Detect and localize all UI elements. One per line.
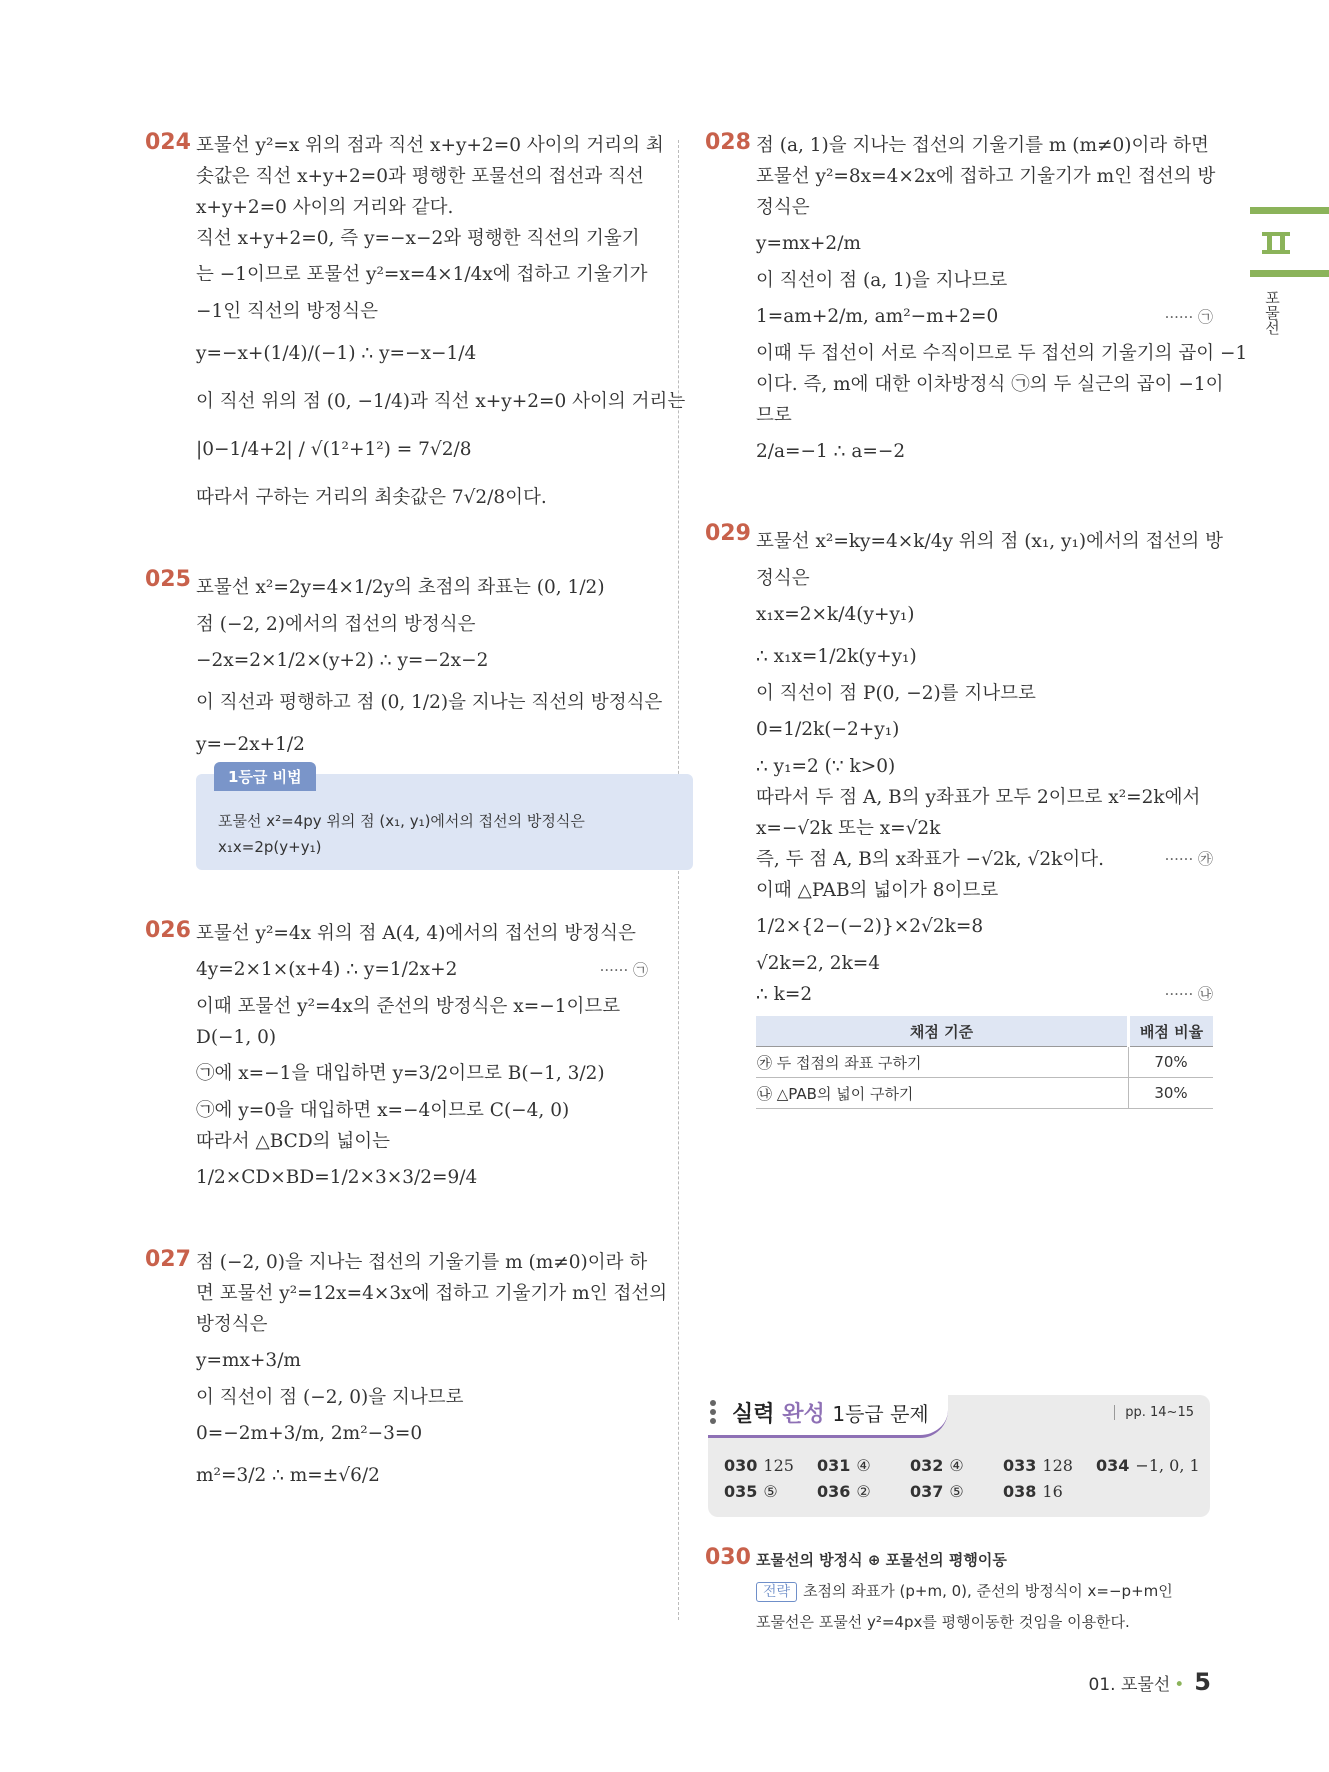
equation-tag: ······ ㉮ <box>1164 850 1213 868</box>
solution-line: 따라서 구하는 거리의 최솟값은 7√2/8이다. <box>196 487 547 508</box>
answer-item: 036 ② <box>817 1482 871 1501</box>
tip-box <box>196 768 693 870</box>
chapter-label: 포물선 <box>1263 290 1281 335</box>
equation-tag: ······ ㉠ <box>1164 308 1213 326</box>
solution-line: 포물선 y²=8x=4×2x에 접하고 기울기가 m인 접선의 방 <box>756 166 1216 187</box>
problem-number: 025 <box>145 567 191 592</box>
tip-line: 포물선 x²=4py 위의 점 (x₁, y₁)에서의 접선의 방정식은 <box>218 812 585 830</box>
solution-line: 점 (−2, 2)에서의 접선의 방정식은 <box>196 614 476 635</box>
table-row <box>756 1047 1213 1078</box>
solution-line: m²=3/2 ∴ m=±√6/2 <box>196 1465 380 1486</box>
scoring-criterion: ㉯ △PAB의 넓이 구하기 <box>756 1078 1129 1109</box>
answer-item: 038 16 <box>1003 1482 1063 1501</box>
panel-title-a: 실력 <box>732 1402 775 1427</box>
scoring-table <box>756 1016 1213 1109</box>
solution-line: x₁x=2×k/4(y+y₁) <box>756 604 915 625</box>
solution-line: 1/2×{2−(−2)}×2√2k=8 <box>756 916 984 937</box>
problem-number: 027 <box>145 1247 191 1272</box>
solution-line <box>708 979 1213 1010</box>
solution-line: 포물선 x²=2y=4×1/2y의 초점의 좌표는 (0, 1/2) <box>196 577 605 598</box>
dots-icon <box>710 1400 716 1427</box>
panel-title <box>732 1397 929 1428</box>
roman-numeral-icon <box>1262 232 1290 254</box>
table-row <box>756 1078 1213 1109</box>
solution-line: y=−x+(1/4)/(−1) ∴ y=−x−1/4 <box>196 343 477 364</box>
problem-026 <box>145 918 648 1199</box>
solution-line: |0−1/4+2| / √(1²+1²) = 7√2/8 <box>196 439 472 460</box>
bullet-icon: • <box>1174 1675 1185 1695</box>
answer-item: 030 125 <box>724 1456 794 1475</box>
solution-line: y=mx+3/m <box>196 1350 301 1371</box>
solution-line: 포물선 x²=ky=4×k/4y 위의 점 (x₁, y₁)에서의 접선의 방 <box>756 531 1223 552</box>
equation-text: ∴ k=2 <box>756 984 813 1005</box>
column-divider <box>678 140 679 1620</box>
solution-line: ㉠에 x=−1을 대입하면 y=3/2이므로 B(−1, 3/2) <box>196 1063 605 1084</box>
problem-number: 028 <box>705 130 751 155</box>
solution-line: 정식은 <box>756 197 810 218</box>
solution-line: x+y+2=0 사이의 거리와 같다. <box>196 197 454 218</box>
scoring-criterion: ㉮ 두 접점의 좌표 구하기 <box>756 1047 1129 1078</box>
chapter-name: 01. 포물선 <box>1088 1675 1171 1695</box>
solution-line: D(−1, 0) <box>196 1027 277 1048</box>
solution-line: √2k=2, 2k=4 <box>756 953 881 974</box>
solution-line: ∴ x₁x=1/2k(y+y₁) <box>756 646 917 667</box>
solution-line: ㉠에 y=0을 대입하면 x=−4이므로 C(−4, 0) <box>196 1100 570 1121</box>
solution-line: 0=1/2k(−2+y₁) <box>756 719 900 740</box>
problem-024 <box>145 130 686 519</box>
page-footer <box>1089 1668 1211 1696</box>
solution-line: 따라서 두 점 A, B의 y좌표가 모두 2이므로 x²=2k에서 <box>756 787 1201 808</box>
solution-line: 는 −1이므로 포물선 y²=x=4×1/4x에 접하고 기울기가 <box>196 264 648 285</box>
scoring-header: 배점 비율 <box>1129 1016 1214 1047</box>
hint-badge: 전략 <box>756 1582 797 1602</box>
solution-line: 점 (−2, 0)을 지나는 접선의 기울기를 m (m≠0)이라 하 <box>196 1252 648 1273</box>
problem-028 <box>705 130 1248 473</box>
answer-item: 032 ④ <box>910 1456 964 1475</box>
solution-line: 2/a=−1 ∴ a=−2 <box>756 441 906 462</box>
problem-029 <box>705 521 1223 1109</box>
solution-line: 따라서 △BCD의 넓이는 <box>196 1131 391 1152</box>
problem-025 <box>145 567 663 870</box>
answer-panel-header <box>708 1395 1210 1435</box>
problem-027 <box>145 1247 668 1497</box>
problem-number: 029 <box>705 521 751 546</box>
right-column <box>705 130 1248 1157</box>
solution-line: ∴ y₁=2 (∵ k>0) <box>756 756 896 777</box>
hint-line: 포물선은 포물선 y²=4px를 평행이동한 것임을 이용한다. <box>756 1613 1130 1631</box>
solution-line: 이다. 즉, m에 대한 이차방정식 ㉠의 두 실근의 곱이 −1이 <box>756 374 1224 395</box>
answer-item: 034 −1, 0, 1 <box>1096 1456 1200 1475</box>
solution-line: 직선 x+y+2=0, 즉 y=−x−2와 평행한 직선의 기울기 <box>196 228 640 249</box>
solution-line: 방정식은 <box>196 1314 268 1335</box>
tip-line: x₁x=2p(y+y₁) <box>218 838 322 856</box>
solution-line: 이 직선 위의 점 (0, −1/4)과 직선 x+y+2=0 사이의 거리는 <box>196 391 686 412</box>
solution-line: 이 직선과 평행하고 점 (0, 1/2)을 지나는 직선의 방정식은 <box>196 692 663 713</box>
solution-line: 이 직선이 점 P(0, −2)를 지나므로 <box>756 683 1036 704</box>
equation-tag: ······ ㉠ <box>599 961 648 979</box>
problem-030 <box>705 1545 1213 1638</box>
panel-title-c: 1등급 문제 <box>832 1402 929 1426</box>
solution-line: y=−2x+1/2 <box>196 734 305 755</box>
panel-title-b: 완성 <box>782 1402 825 1427</box>
solution-line: −2x=2×1/2×(y+2) ∴ y=−2x−2 <box>196 650 489 671</box>
problem-number: 030 <box>705 1545 751 1570</box>
answer-item: 035 ⑤ <box>724 1482 778 1501</box>
problem-number: 024 <box>145 130 191 155</box>
solution-line: x=−√2k 또는 x=√2k <box>756 818 941 839</box>
solution-line: 0=−2m+3/m, 2m²−3=0 <box>196 1423 423 1444</box>
solution-line: 이때 두 접선이 서로 수직이므로 두 접선의 기울기의 곱이 −1 <box>756 343 1248 364</box>
solution-line: 이때 포물선 y²=4x의 준선의 방정식은 x=−1이므로 <box>196 996 621 1017</box>
scoring-header: 채점 기준 <box>756 1016 1129 1047</box>
scoring-ratio: 30% <box>1129 1078 1214 1109</box>
solution-line <box>148 949 648 991</box>
scoring-ratio: 70% <box>1129 1047 1214 1078</box>
solution-line: 정식은 <box>756 568 810 589</box>
equation-text: 4y=2×1×(x+4) ∴ y=1/2x+2 <box>196 959 458 980</box>
panel-pages: pp. 14~15 <box>1114 1405 1194 1420</box>
solution-line: −1인 직선의 방정식은 <box>196 301 379 322</box>
problem-number: 026 <box>145 918 191 943</box>
solution-line: 1/2×CD×BD=1/2×3×3/2=9/4 <box>196 1167 478 1188</box>
solution-line: 이때 △PAB의 넓이가 8이므로 <box>756 880 999 901</box>
answer-item: 031 ④ <box>817 1456 871 1475</box>
solution-line <box>708 296 1213 338</box>
hint-line <box>708 1576 1213 1607</box>
answer-item: 033 128 <box>1003 1456 1073 1475</box>
solution-line: 면 포물선 y²=12x=4×3x에 접하고 기울기가 m인 접선의 <box>196 1283 668 1304</box>
solution-line: 므로 <box>756 405 792 426</box>
solution-line: 점 (a, 1)을 지나는 접선의 기울기를 m (m≠0)이라 하면 <box>756 135 1209 156</box>
equation-tag: ······ ㉯ <box>1164 985 1213 1003</box>
answer-item: 037 ⑤ <box>910 1482 964 1501</box>
solution-line: 이 직선이 점 (a, 1)을 지나므로 <box>756 270 1008 291</box>
hint-text: 초점의 좌표가 (p+m, 0), 준선의 방정식이 x=−p+m인 <box>803 1582 1173 1600</box>
tip-heading: 1등급 비법 <box>214 762 316 791</box>
solution-line: 이 직선이 점 (−2, 0)을 지나므로 <box>196 1387 464 1408</box>
problem-title: 포물선의 방정식 ⊕ 포물선의 평행이동 <box>756 1551 1007 1569</box>
solution-line: 포물선 y²=4x 위의 점 A(4, 4)에서의 접선의 방정식은 <box>196 923 636 944</box>
equation-text: 즉, 두 점 A, B의 x좌표가 −√2k, √2k이다. <box>756 849 1104 870</box>
page-number: 5 <box>1194 1668 1211 1696</box>
solution-line: 솟값은 직선 x+y+2=0과 평행한 포물선의 접선과 직선 <box>196 166 644 187</box>
solution-line: 포물선 y²=x 위의 점과 직선 x+y+2=0 사이의 거리의 최 <box>196 135 664 156</box>
solution-line: y=mx+2/m <box>756 233 861 254</box>
equation-text: 1=am+2/m, am²−m+2=0 <box>756 306 999 327</box>
solution-line <box>708 844 1213 875</box>
left-column <box>145 130 686 1545</box>
